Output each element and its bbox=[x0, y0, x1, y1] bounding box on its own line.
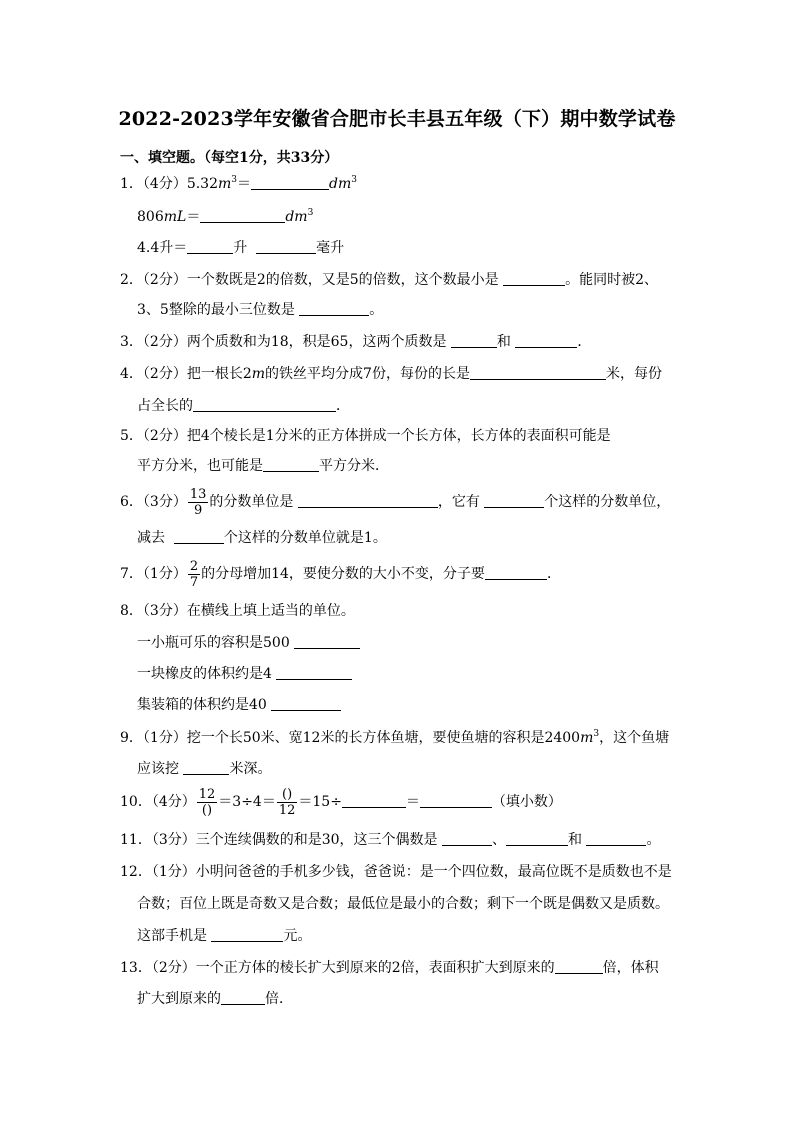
question-number: 10．（4分） bbox=[120, 794, 196, 810]
question-9-line-2: 应该挖 米深。 bbox=[137, 761, 272, 777]
answer-blank[interactable] bbox=[271, 696, 341, 711]
question-8-line-4: 集装箱的体积约是40 bbox=[137, 695, 341, 715]
answer-blank[interactable] bbox=[503, 271, 565, 286]
answer-blank[interactable] bbox=[451, 333, 497, 348]
question-9-line-1: 9．（1分）挖一个长50米、宽12米的长方体鱼塘，要使鱼塘的容积是$2400m^3$，这个鱼塘 bbox=[120, 729, 670, 746]
question-12-line-2: 合数；百位上既是奇数又是合数；最低位是最小的合数；剩下一个既是偶数又是质数。 bbox=[137, 896, 669, 912]
answer-blank[interactable] bbox=[251, 175, 329, 190]
question-7-line-1: 7．（1分） $\frac{2}{7}$ 的分母增加14，要使分数的大小不变，分子要 ． bbox=[120, 558, 561, 590]
question-1-line-1: 1．（4分）$5.32m^3= dm^3$ bbox=[120, 175, 357, 192]
question-12-line-3: 这部手机是 元。 bbox=[137, 928, 312, 944]
question-number: 1．（4分） bbox=[120, 176, 187, 192]
answer-blank[interactable] bbox=[485, 565, 547, 580]
question-6-line-1: 6．（3分） $\frac{13}{9}$ 的分数单位是 ，它有 个这样的分数单位， bbox=[120, 486, 671, 518]
answer-blank[interactable] bbox=[555, 959, 603, 974]
answer-blank[interactable] bbox=[298, 493, 438, 508]
question-5-line-1: 5．（2分）把4个棱长是1分米的正方体拼成一个长方体，长方体的表面积可能是 bbox=[120, 428, 611, 444]
answer-blank[interactable] bbox=[187, 239, 233, 254]
question-8-line-3: 一块橡皮的体积约是4 bbox=[137, 664, 352, 684]
fraction: $\frac{()}{12}$ bbox=[278, 786, 296, 818]
question-6-line-2: 减去 个这样的分数单位就是1。 bbox=[137, 530, 387, 546]
question-3-line-1: 3．（2分）两个质数和为18，积是65，这两个质数是 和 ． bbox=[120, 334, 592, 350]
answer-blank[interactable] bbox=[484, 493, 544, 508]
fraction: $\frac{2}{7}$ bbox=[189, 558, 199, 590]
question-11-line-1: 11．（3分）三个连续偶数的和是30，这三个偶数是 、 和 。 bbox=[120, 832, 661, 848]
page-title: 2022-2023学年安徽省合肥市长丰县五年级（下）期中数学试卷 bbox=[118, 108, 676, 130]
question-1-line-3: 4.4升＝ 升 毫升 bbox=[137, 240, 345, 256]
answer-blank[interactable] bbox=[506, 831, 568, 846]
answer-blank[interactable] bbox=[211, 927, 283, 942]
question-number: 6．（3分） bbox=[120, 494, 187, 510]
question-8-line-1: 8．（3分）在横线上填上适当的单位。 bbox=[120, 603, 355, 619]
question-number: 5．（2分） bbox=[120, 428, 187, 444]
question-13-line-1: 13．（2分）一个正方体的棱长扩大到原来的2倍，表面积扩大到原来的 倍，体积 bbox=[120, 960, 659, 976]
question-number: 2．（2分） bbox=[120, 272, 187, 288]
question-12-line-1: 12．（1分）小明问爸爸的手机多少钱，爸爸说：是一个四位数，最高位既不是质数也不是 bbox=[120, 864, 672, 880]
question-10-line-1: 10．（4分） $\frac{12}{()}$ ＝3÷4＝ $\frac{()}{12}$ ＝15÷ ＝ （填小数） bbox=[120, 786, 562, 818]
answer-blank[interactable] bbox=[442, 831, 492, 846]
answer-blank[interactable] bbox=[174, 529, 224, 544]
question-number: 9．（1分） bbox=[120, 730, 187, 746]
answer-blank[interactable] bbox=[586, 831, 646, 846]
question-5-line-2: 平方分米，也可能是 平方分米． bbox=[137, 458, 389, 474]
question-number: 8．（3分） bbox=[120, 603, 187, 619]
answer-blank[interactable] bbox=[256, 239, 316, 254]
answer-blank[interactable] bbox=[294, 634, 360, 649]
question-number: 11．（3分） bbox=[120, 832, 196, 848]
question-number: 4．（2分） bbox=[120, 366, 187, 382]
question-13-line-2: 扩大到原来的 倍． bbox=[137, 991, 293, 1007]
question-2-line-2: 3、5整除的最小三位数是 。 bbox=[137, 302, 384, 318]
question-1-line-2: $806mL= dm^3$ bbox=[137, 208, 314, 225]
question-number: 12．（1分） bbox=[120, 864, 196, 880]
question-4-line-1: 4．（2分）把一根长2m的铁丝平均分成7份，每份的长是 米，每份 bbox=[120, 366, 662, 382]
question-number: 3．（2分） bbox=[120, 334, 187, 350]
answer-blank[interactable] bbox=[193, 397, 336, 412]
section-heading: 一、填空题。（每空1分，共33分） bbox=[120, 150, 339, 166]
answer-blank[interactable] bbox=[276, 665, 352, 680]
fraction: $\frac{12}{()}$ bbox=[198, 786, 216, 818]
question-4-line-2: 占全长的 ． bbox=[137, 398, 350, 414]
answer-blank[interactable] bbox=[515, 333, 577, 348]
answer-blank[interactable] bbox=[342, 793, 406, 808]
answer-blank[interactable] bbox=[420, 793, 492, 808]
fraction: $\frac{13}{9}$ bbox=[189, 486, 207, 518]
question-8-line-2: 一小瓶可乐的容积是500 bbox=[137, 633, 360, 653]
answer-blank[interactable] bbox=[263, 457, 319, 472]
question-number: 13．（2分） bbox=[120, 960, 196, 976]
answer-blank[interactable] bbox=[200, 208, 285, 223]
answer-blank[interactable] bbox=[221, 990, 265, 1005]
answer-blank[interactable] bbox=[470, 365, 606, 380]
answer-blank[interactable] bbox=[299, 301, 369, 316]
answer-blank[interactable] bbox=[183, 760, 229, 775]
question-number: 7．（1分） bbox=[120, 566, 187, 582]
question-2-line-1: 2．（2分）一个数既是2的倍数，又是5的倍数，这个数最小是 。能同时被2、 bbox=[120, 272, 659, 288]
